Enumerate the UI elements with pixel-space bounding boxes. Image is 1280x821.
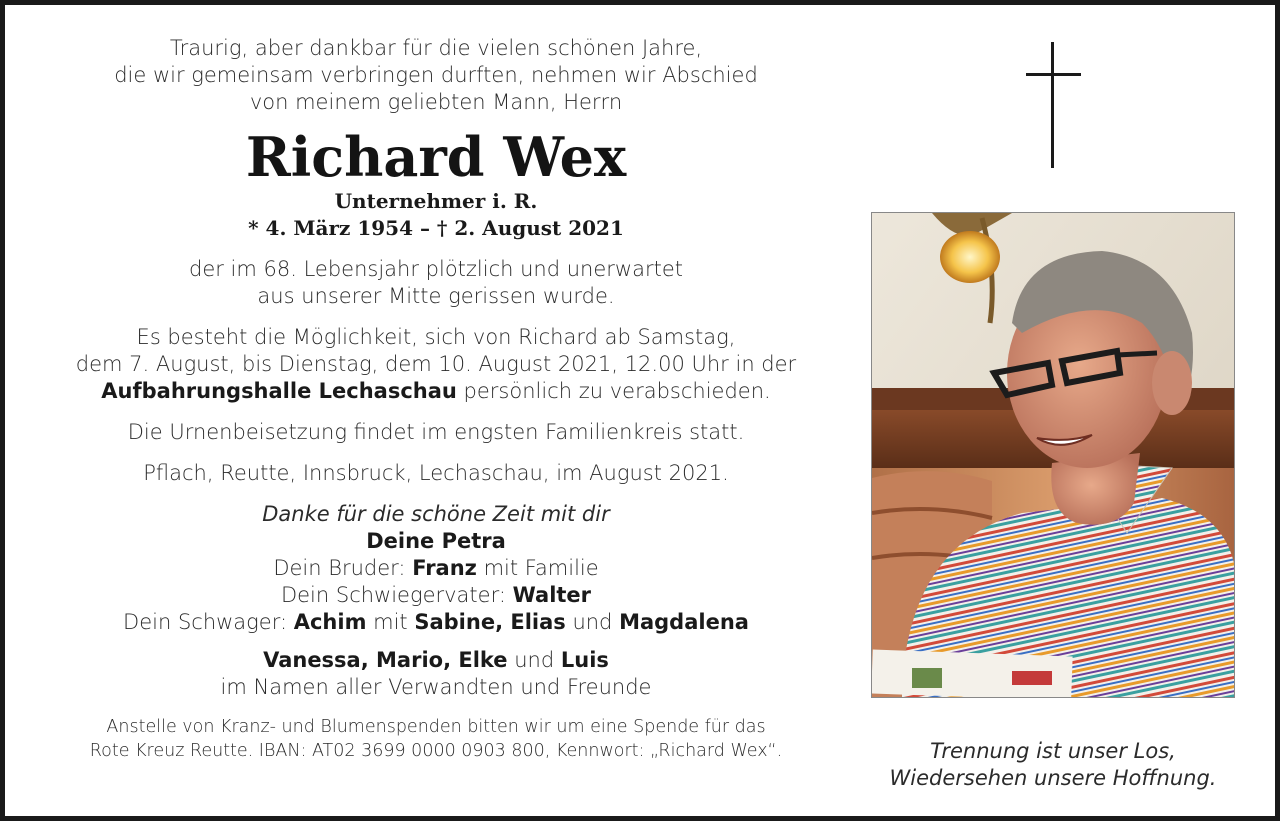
viewing-line-3-rest: persönlich zu verabschieden.: [456, 379, 771, 403]
family-brother-name: Franz: [412, 556, 477, 580]
family-brother-in-law-name: Achim: [293, 610, 367, 634]
family-father-in-law-name: Walter: [512, 583, 592, 607]
passing-line-1: der im 68. Lebensjahr plötzlich und unerwartet: [188, 257, 683, 281]
family-relatives: im Namen aller Verwandten und Freunde: [220, 675, 652, 699]
viewing-line-3: [25, 378, 847, 405]
family-und: und: [565, 610, 620, 634]
family-brother-pre: Dein Bruder:: [273, 556, 413, 580]
donation-line-1: Anstelle von Kranz- und Blumenspenden bitten wir um eine Spende für das: [106, 717, 766, 737]
occupation: Unternehmer i. R.: [334, 189, 538, 213]
family-sabine-elias: Sabine, Elias: [414, 610, 566, 634]
family-others: [25, 647, 847, 674]
family-magdalena: Magdalena: [619, 610, 749, 634]
family-brother-in-law: [25, 609, 847, 636]
viewing-hall: Aufbahrungshalle Lechaschau: [101, 379, 457, 403]
passing-line-2: aus unserer Mitte gerissen wurde.: [257, 284, 615, 308]
intro-line-1: Traurig, aber dankbar für die vielen schönen Jahre,: [169, 36, 703, 60]
family-others-names: Vanessa, Mario, Elke: [263, 648, 508, 672]
family-wife: Deine Petra: [366, 529, 506, 553]
thanks-line: Danke für die schöne Zeit mit dir: [262, 502, 610, 526]
intro-line-2: die wir gemeinsam verbringen durften, nehmen wir Abschied: [114, 63, 758, 87]
life-dates: * 4. März 1954 – † 2. August 2021: [248, 216, 624, 240]
obituary-text-column: [25, 35, 847, 763]
cross-icon-bar: [1026, 73, 1081, 76]
burial-note: Die Urnenbeisetzung findet im engsten Familienkreis statt.: [127, 420, 745, 444]
viewing-line-1: Es besteht die Möglichkeit, sich von Richard ab Samstag,: [136, 325, 736, 349]
deceased-name: Richard Wex: [245, 125, 627, 189]
family-father-in-law: [25, 582, 847, 609]
motto: [871, 738, 1235, 792]
donation-line-2: Rote Kreuz Reutte. IBAN: AT02 3699 0000 0903 800, Kennwort: „Richard Wex“.: [89, 741, 783, 761]
viewing-line-2: dem 7. August, bis Dienstag, dem 10. August 2021, 12.00 Uhr in der: [75, 352, 797, 376]
intro-line-3: von meinem geliebten Mann, Herrn: [249, 90, 623, 114]
portrait-photo: [871, 212, 1235, 698]
cross-icon: [1051, 42, 1054, 168]
family-brother: [25, 555, 847, 582]
family-brother-in-law-pre: Dein Schwager:: [123, 610, 294, 634]
family-luis: Luis: [560, 648, 609, 672]
motto-line-2: Wiedersehen unsere Hoffnung.: [889, 766, 1217, 790]
intro-text: [25, 35, 847, 116]
family-father-in-law-pre: Dein Schwiegervater:: [280, 583, 513, 607]
place-date: Pflach, Reutte, Innsbruck, Lechaschau, im August 2021.: [143, 461, 729, 485]
family-und-2: und: [507, 648, 561, 672]
family-mit: mit: [366, 610, 415, 634]
family-brother-post: mit Familie: [476, 556, 599, 580]
motto-line-1: Trennung ist unser Los,: [930, 739, 1176, 763]
